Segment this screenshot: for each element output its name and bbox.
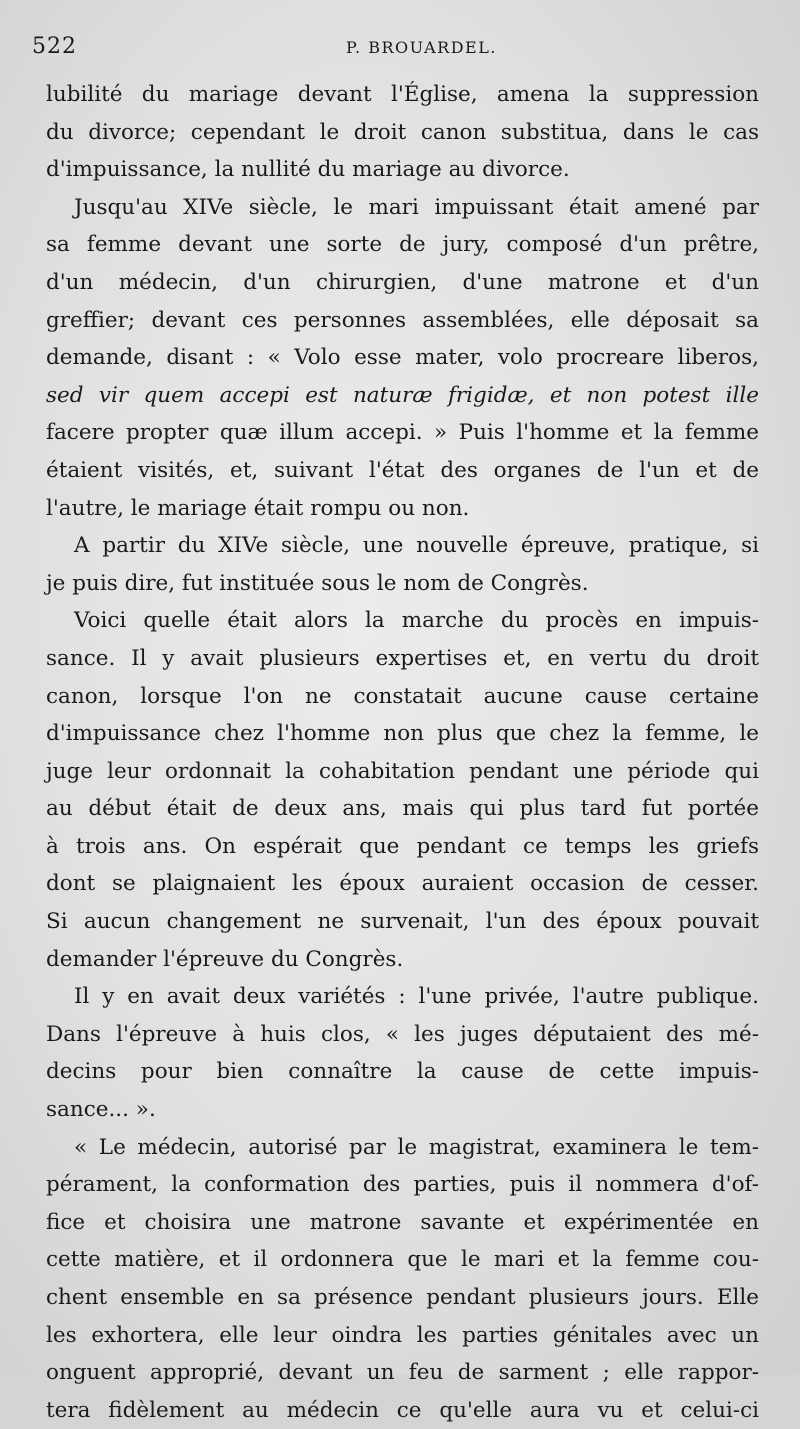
body-text [46,76,759,1429]
text-line: sance... ». [46,1097,156,1123]
text-line: sed vir quem accepi est naturæ frigidæ, et non potest ille [46,382,759,408]
text-line: fice et choisira une matrone savante et expérimentée en [46,1209,759,1235]
text-line: sance. Il y avait plusieurs expertises et, en vertu du droit [46,645,759,671]
text-line: facere propter quæ illum accepi. » Puis l'homme et la femme [46,420,759,446]
text-line: tera fidèlement au médecin ce qu'elle aura vu et celui-ci [46,1397,759,1423]
text-line: Il y en avait deux variétés : l'une privée, l'autre publique. [74,984,759,1010]
text-line: onguent approprié, devant un feu de sarment ; elle rappor- [46,1360,759,1386]
text-line: d'un médecin, d'un chirurgien, d'une matrone et d'un [46,269,759,295]
text-line: « Le médecin, autorisé par le magistrat, examinera le tem- [74,1134,759,1160]
text-line: canon, lorsque l'on ne constatait aucune cause certaine [46,683,759,709]
text-line: greffier; devant ces personnes assemblées, elle déposait sa [46,307,759,333]
text-line: les exhortera, elle leur oindra les parties génitales avec un [46,1322,759,1348]
text-line: demander l'épreuve du Congrès. [46,946,404,972]
text-line: demande, disant : « Volo esse mater, volo procreare liberos, [46,345,759,371]
text-line: Jusqu'au XIVe siècle, le mari impuissant était amené par [74,194,759,220]
page-header [28,34,760,64]
text-line: Si aucun changement ne survenait, l'un des époux pouvait [46,909,759,935]
text-line: A partir du XIVe siècle, une nouvelle épreuve, pratique, si [74,533,759,559]
text-line: Voici quelle était alors la marche du procès en impuis- [74,608,759,634]
text-line: l'autre, le mariage était rompu ou non. [46,495,470,521]
text-line: étaient visités, et, suivant l'état des organes de l'un et de [46,457,759,483]
text-line: decins pour bien connaître la cause de cette impuis- [46,1059,759,1085]
text-line: juge leur ordonnait la cohabitation pendant une période qui [46,758,759,784]
text-line: au début était de deux ans, mais qui plus tard fut portée [46,796,759,822]
text-line: je puis dire, fut instituée sous le nom de Congrès. [46,570,589,596]
text-line: dont se plaignaient les époux auraient occasion de cesser. [46,871,759,897]
text-line: chent ensemble en sa présence pendant plusieurs jours. Elle [46,1285,759,1310]
text-line: d'impuissance chez l'homme non plus que chez la femme, le [46,721,759,747]
page-number: 522 [32,34,77,59]
text-line: pérament, la conformation des parties, puis il nommera d'of- [46,1172,759,1198]
text-line: du divorce; cependant le droit canon substitua, dans le cas [46,119,759,145]
text-line: Dans l'épreuve à huis clos, « les juges députaient des mé- [46,1021,759,1047]
text-line: lubilité du mariage devant l'Église, amena la suppression [46,82,759,107]
text-line: à trois ans. On espérait que pendant ce temps les griefs [46,833,759,859]
text-line: cette matière, et il ordonnera que le mari et la femme cou- [46,1247,759,1273]
running-head: P. BROUARDEL. [346,38,497,57]
text-line: sa femme devant une sorte de jury, composé d'un prêtre, [46,232,759,258]
text-line: d'impuissance, la nullité du mariage au divorce. [46,157,570,183]
